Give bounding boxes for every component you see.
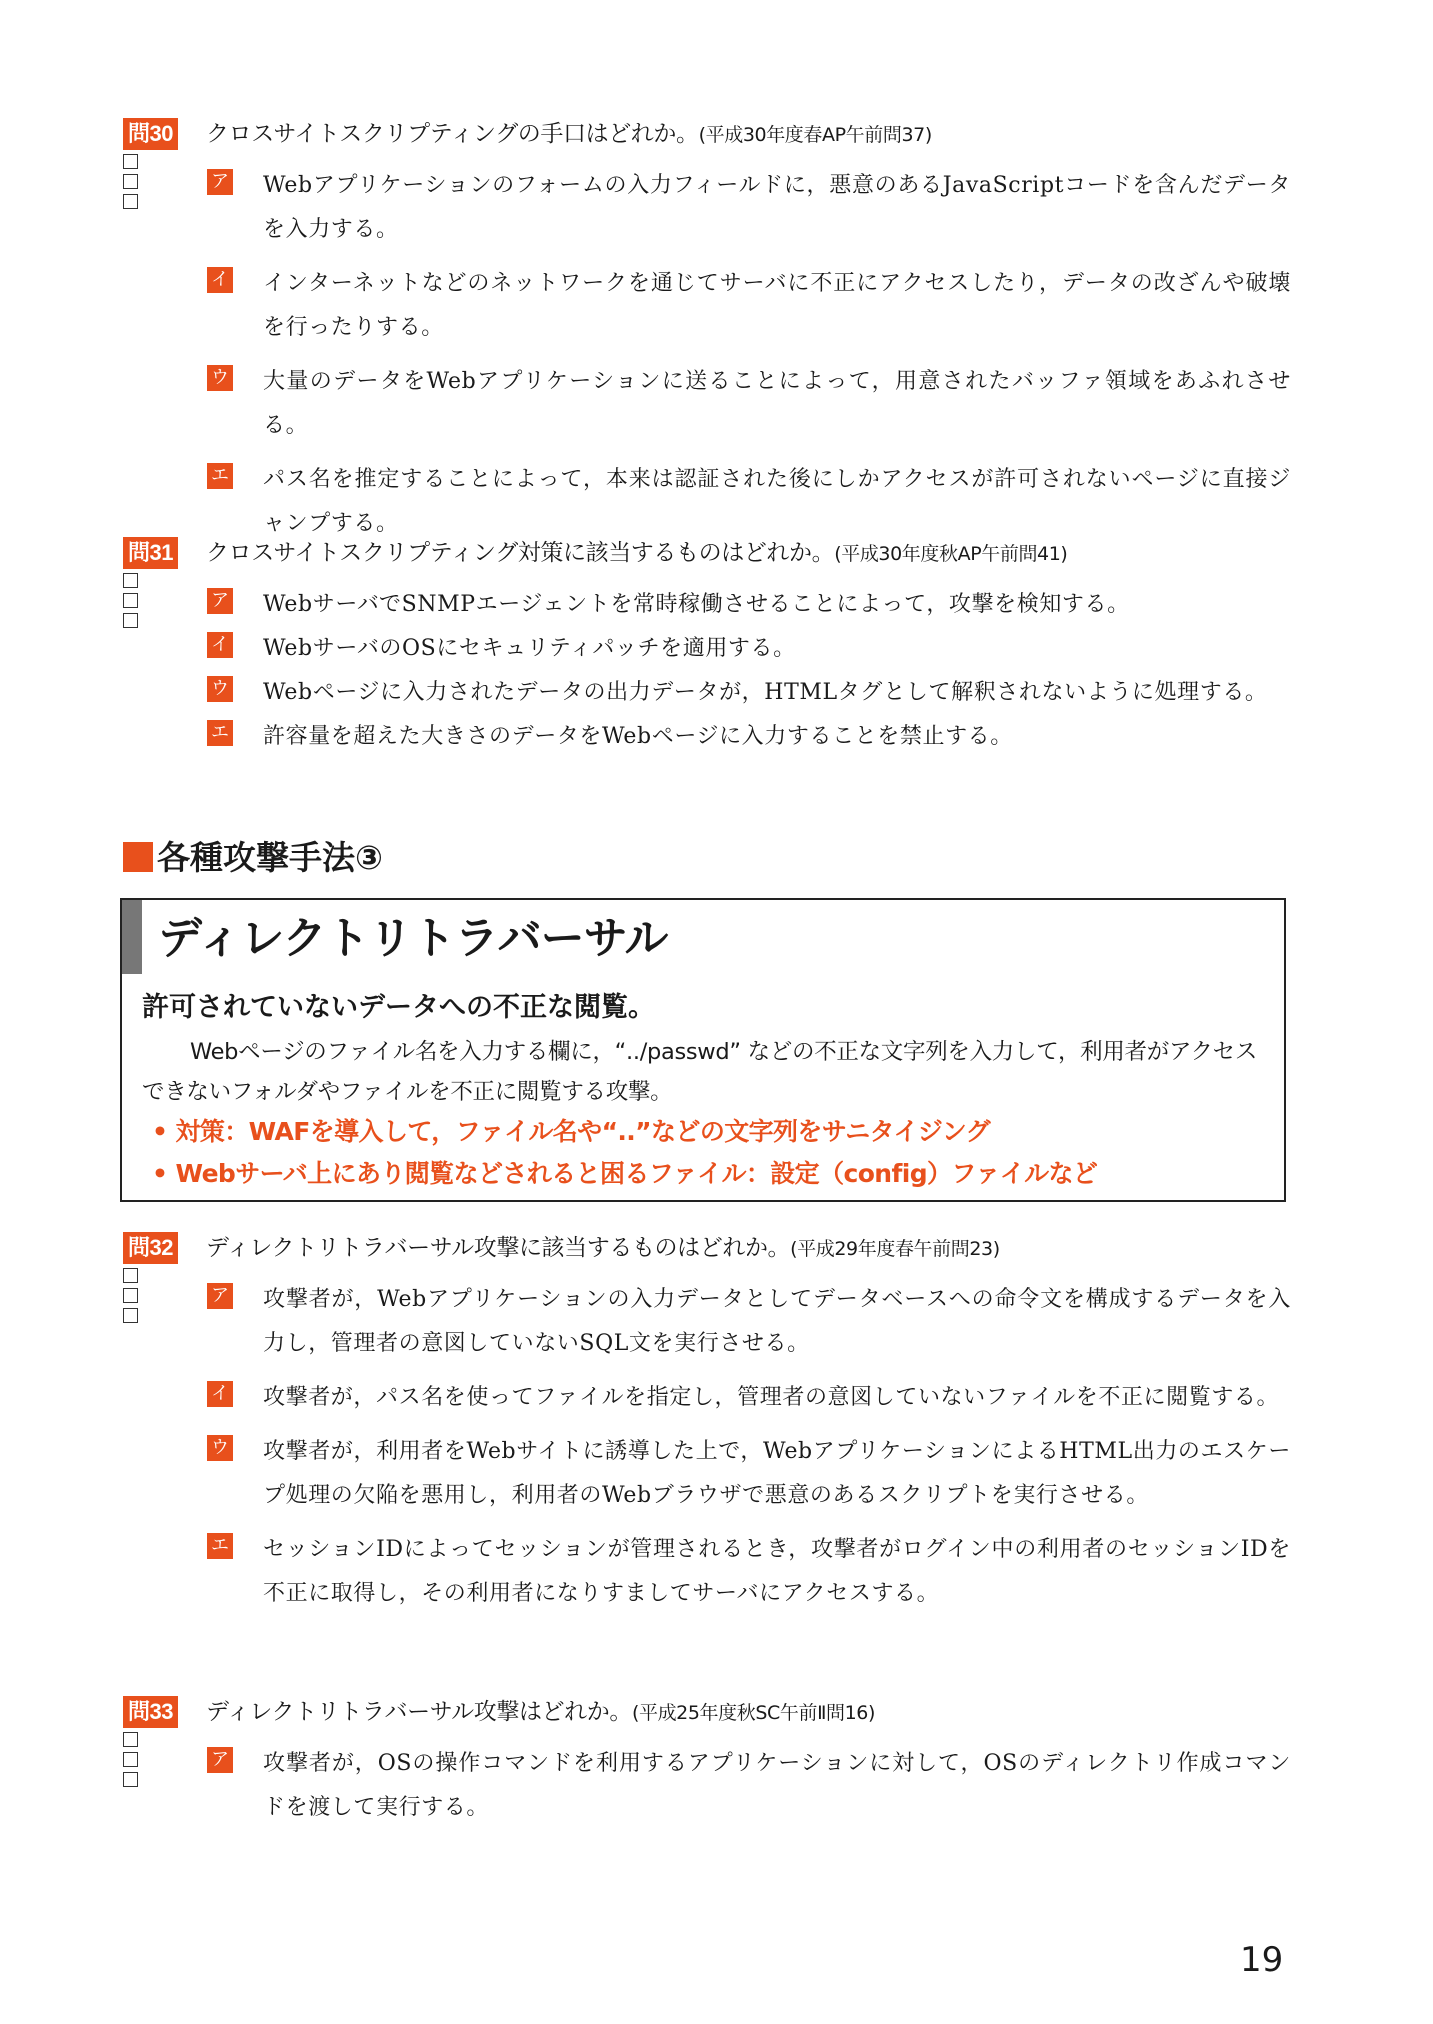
- option-a: [123, 583, 1293, 627]
- option-label: イ: [207, 267, 233, 293]
- option-text: Webページに入力されたデータの出力データが，HTMLタグとして解釈されないように処理する。: [263, 680, 1268, 705]
- box-accent-bar: [122, 900, 142, 974]
- option-list: [123, 1742, 1293, 1830]
- question-text: ディレクトリトラバーサル攻撃はどれか。: [206, 1699, 632, 1725]
- question-source: (平成29年度春午前問23): [790, 1238, 1000, 1260]
- option-text: 攻撃者が，Webアプリケーションの入力データとしてデータベースへの命令文を構成するデータを入力し，管理者の意図していないSQL文を実行させる。: [263, 1287, 1291, 1356]
- question-31: [123, 537, 1293, 759]
- question-text: クロスサイトスクリプティング対策に該当するものはどれか。: [206, 540, 835, 566]
- section-heading-text: 各種攻撃手法③: [157, 838, 383, 877]
- question-text: ディレクトリトラバーサル攻撃に該当するものはどれか。: [206, 1235, 791, 1261]
- box-title: ディレクトリトラバーサル: [158, 913, 668, 964]
- option-text: 攻撃者が，OSの操作コマンドを利用するアプリケーションに対して，OSのディレクトリ作成コマンドを渡して実行する。: [263, 1751, 1291, 1820]
- option-label: ア: [207, 1283, 233, 1309]
- option-text: Webアプリケーションのフォームの入力フィールドに，悪意のあるJavaScriptコードを含んだデータを入力する。: [263, 173, 1291, 242]
- option-label: ウ: [207, 1435, 233, 1461]
- option-e: [123, 715, 1293, 759]
- box-description: Webページのファイル名を入力する欄に，“../passwd” などの不正な文字列を入力して，利用者がアクセスできないフォルダやファイルを不正に閲覧する攻撃。: [142, 1039, 1258, 1105]
- question-number-badge: 問30: [123, 118, 178, 150]
- page-number: 19: [1240, 1940, 1284, 1980]
- question-header: [123, 1696, 1293, 1730]
- question-30: [123, 118, 1293, 556]
- question-source: (平成25年度秋SC午前Ⅱ問16): [631, 1702, 876, 1724]
- option-list: [123, 1278, 1293, 1616]
- option-list: [123, 583, 1293, 759]
- box-point-countermeasure: • 対策：WAFを導入して，ファイル名や“..”などの文字列をサニタイジング: [152, 1117, 990, 1146]
- question-32: [123, 1232, 1293, 1626]
- question-source: (平成30年度秋AP午前問41): [834, 543, 1068, 565]
- option-u: [123, 1430, 1293, 1518]
- option-e: [123, 1528, 1293, 1616]
- option-label: エ: [207, 720, 233, 746]
- option-list: [123, 164, 1293, 546]
- question-title: [206, 118, 932, 151]
- option-i: [123, 1376, 1293, 1420]
- question-header: [123, 1232, 1293, 1266]
- option-text: セッションIDによってセッションが管理されるとき，攻撃者がログイン中の利用者のセッションIDを不正に取得し，その利用者になりすましてサーバにアクセスする。: [263, 1537, 1291, 1606]
- option-text: 大量のデータをWebアプリケーションに送ることによって，用意されたバッファ領域をあふれさせる。: [263, 369, 1291, 438]
- option-i: [123, 262, 1293, 350]
- option-label: イ: [207, 1381, 233, 1407]
- question-number-badge: 問33: [123, 1696, 178, 1728]
- square-bullet-icon: [123, 842, 153, 872]
- question-number-badge: 問31: [123, 537, 178, 569]
- option-text: 許容量を超えた大きさのデータをWebページに入力することを禁止する。: [263, 724, 1013, 749]
- option-text: インターネットなどのネットワークを通じてサーバに不正にアクセスしたり，データの改ざんや破壊を行ったりする。: [263, 271, 1291, 340]
- option-label: ア: [207, 169, 233, 195]
- box-point-target-files: • Webサーバ上にあり閲覧などされると困るファイル：設定（config）ファイルなど: [152, 1159, 1098, 1188]
- question-header: [123, 537, 1293, 571]
- box-subtitle: 許可されていないデータへの不正な閲覧。: [142, 992, 655, 1023]
- section-heading: [123, 838, 383, 878]
- option-label: エ: [207, 1533, 233, 1559]
- option-a: [123, 1742, 1293, 1830]
- option-label: ウ: [207, 365, 233, 391]
- question-title: [206, 1696, 875, 1729]
- option-label: エ: [207, 463, 233, 489]
- option-text: WebサーバでSNMPエージェントを常時稼働させることによって，攻撃を検知する。: [263, 592, 1130, 617]
- option-label: ア: [207, 1747, 233, 1773]
- option-i: [123, 627, 1293, 671]
- option-label: ウ: [207, 676, 233, 702]
- option-text: パス名を推定することによって，本来は認証された後にしかアクセスが許可されないページに直接ジャンプする。: [263, 467, 1291, 536]
- summary-box: [120, 898, 1286, 1202]
- question-33: [123, 1696, 1293, 1840]
- option-a: [123, 164, 1293, 252]
- option-label: イ: [207, 632, 233, 658]
- question-number-badge: 問32: [123, 1232, 178, 1264]
- option-label: ア: [207, 588, 233, 614]
- question-header: [123, 118, 1293, 152]
- option-text: 攻撃者が，利用者をWebサイトに誘導した上で，WebアプリケーションによるHTML出力のエスケープ処理の欠陥を悪用し，利用者のWebブラウザで悪意のあるスクリプトを実行させる。: [263, 1439, 1291, 1508]
- question-text: クロスサイトスクリプティングの手口はどれか。: [206, 121, 699, 147]
- question-title: [206, 1232, 1000, 1265]
- option-a: [123, 1278, 1293, 1366]
- question-source: (平成30年度春AP午前問37): [698, 124, 932, 146]
- option-text: 攻撃者が，パス名を使ってファイルを指定し，管理者の意図していないファイルを不正に閲覧する。: [263, 1385, 1280, 1410]
- question-title: [206, 537, 1067, 570]
- option-u: [123, 671, 1293, 715]
- option-text: WebサーバのOSにセキュリティパッチを適用する。: [263, 636, 796, 661]
- option-u: [123, 360, 1293, 448]
- option-e: [123, 458, 1293, 546]
